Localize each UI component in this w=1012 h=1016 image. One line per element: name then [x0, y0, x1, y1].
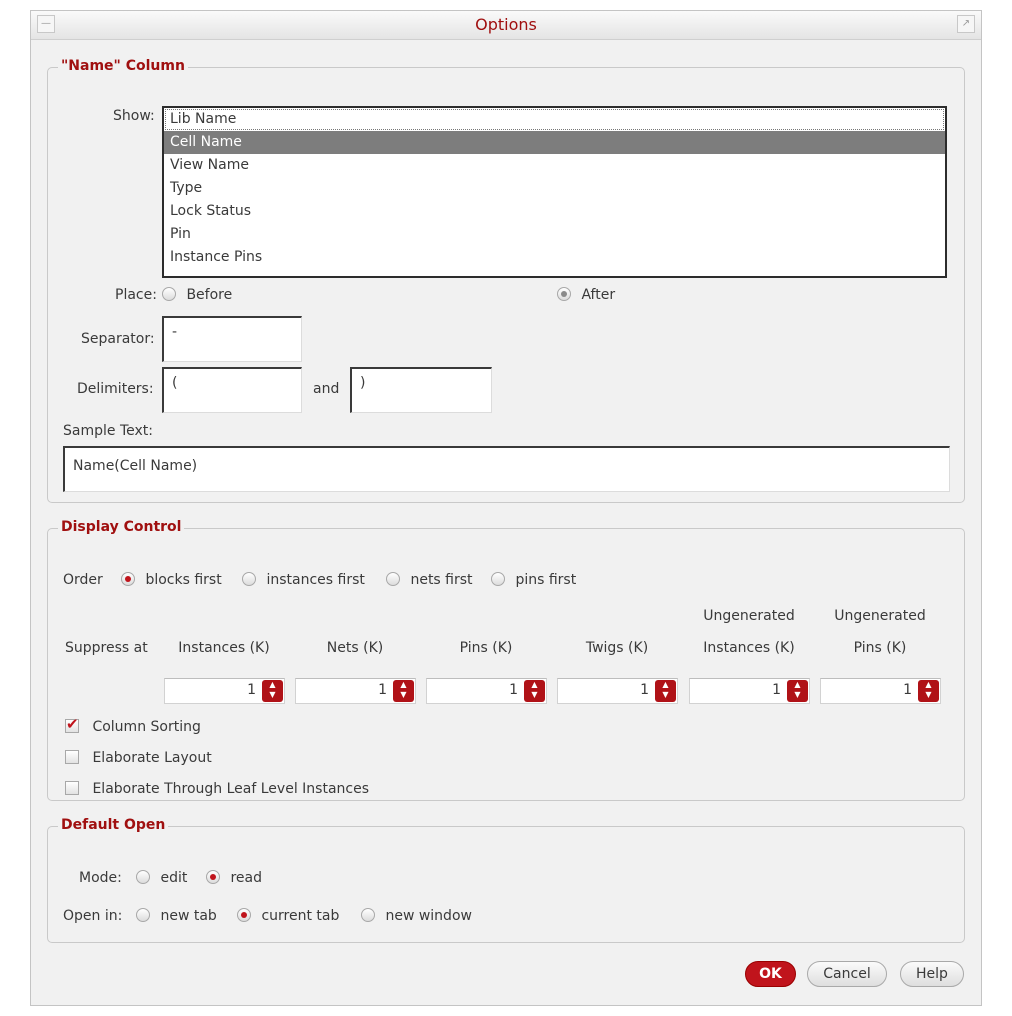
radio-selected-icon[interactable] — [121, 572, 135, 586]
open-in-option-label: new window — [385, 908, 472, 924]
column-sorting-label: Column Sorting — [92, 719, 201, 735]
radio-selected-icon[interactable] — [237, 908, 251, 922]
name-column-legend: "Name" Column — [58, 58, 188, 74]
list-item[interactable]: Lock Status — [170, 203, 251, 219]
maximize-icon[interactable]: ↗ — [957, 15, 975, 33]
ungenerated-instances-spinbox[interactable] — [689, 678, 810, 704]
radio-icon[interactable] — [386, 572, 400, 586]
spinbox-value[interactable]: 1 — [509, 682, 518, 698]
name-column-group — [47, 58, 965, 503]
spin-arrows-icon[interactable]: ▲ ▼ — [655, 680, 676, 702]
list-item-selected[interactable]: Cell Name — [164, 131, 945, 154]
mode-edit-radio[interactable] — [136, 870, 187, 886]
mode-label: Mode: — [79, 870, 122, 886]
elaborate-through-checkbox[interactable] — [65, 781, 369, 797]
place-before-label: Before — [186, 287, 233, 303]
separator-label: Separator: — [81, 331, 155, 347]
default-open-legend: Default Open — [58, 817, 168, 833]
spinbox-value[interactable]: 1 — [378, 682, 387, 698]
spin-arrows-icon[interactable]: ▲ ▼ — [393, 680, 414, 702]
elaborate-through-label: Elaborate Through Leaf Level Instances — [92, 781, 370, 797]
pins-spinbox[interactable] — [426, 678, 547, 704]
spinbox-value[interactable]: 1 — [247, 682, 256, 698]
checkbox-icon[interactable] — [65, 781, 79, 795]
window-title: Options — [475, 15, 537, 34]
spinbox-value[interactable]: 1 — [903, 682, 912, 698]
place-label: Place: — [115, 287, 157, 303]
radio-icon[interactable] — [491, 572, 505, 586]
help-button[interactable]: Help — [900, 961, 964, 987]
order-option-label: blocks first — [145, 572, 222, 588]
display-control-group — [47, 519, 965, 801]
list-item[interactable]: Instance Pins — [170, 249, 263, 265]
open-in-label: Open in: — [63, 908, 123, 924]
radio-selected-icon[interactable] — [206, 870, 220, 884]
spin-arrows-icon[interactable]: ▲ ▼ — [918, 680, 939, 702]
open-in-option-label: new tab — [160, 908, 217, 924]
default-open-group — [47, 817, 965, 943]
list-item[interactable]: View Name — [170, 157, 249, 173]
checkbox-icon[interactable] — [65, 750, 79, 764]
options-dialog — [30, 10, 982, 1006]
and-label: and — [313, 381, 340, 397]
sample-text-label: Sample Text: — [63, 423, 153, 439]
order-label: Order — [63, 572, 103, 588]
column-header: Nets (K) — [326, 640, 384, 656]
order-instances-first-radio[interactable] — [242, 572, 365, 588]
list-item[interactable]: Type — [170, 180, 203, 196]
list-item[interactable]: Lib Name — [164, 108, 945, 131]
spin-arrows-icon[interactable]: ▲ ▼ — [262, 680, 283, 702]
spin-arrows-icon[interactable]: ▲ ▼ — [787, 680, 808, 702]
radio-icon[interactable] — [242, 572, 256, 586]
open-in-current-tab-radio[interactable] — [237, 908, 339, 924]
column-header-line1: Ungenerated — [703, 608, 795, 624]
radio-icon[interactable] — [162, 287, 176, 301]
order-option-label: pins first — [515, 572, 577, 588]
elaborate-layout-label: Elaborate Layout — [92, 750, 212, 766]
order-nets-first-radio[interactable] — [386, 572, 473, 588]
show-label: Show: — [113, 108, 155, 124]
display-control-legend: Display Control — [58, 519, 184, 535]
order-option-label: nets first — [410, 572, 473, 588]
list-item[interactable]: Pin — [170, 226, 191, 242]
open-in-new-window-radio[interactable] — [361, 908, 472, 924]
place-after-label: After — [581, 287, 616, 303]
ungenerated-pins-spinbox[interactable] — [820, 678, 941, 704]
show-listbox[interactable] — [162, 106, 947, 278]
checkbox-checked-icon[interactable] — [65, 719, 79, 733]
spin-arrows-icon[interactable]: ▲ ▼ — [524, 680, 545, 702]
spinbox-value[interactable]: 1 — [640, 682, 649, 698]
suppress-label: Suppress at — [65, 640, 148, 656]
mode-option-label: read — [230, 870, 262, 886]
order-blocks-first-radio[interactable] — [121, 572, 222, 588]
open-in-option-label: current tab — [261, 908, 340, 924]
column-header: Pins (K) — [853, 640, 907, 656]
minimize-icon[interactable]: — — [37, 15, 55, 33]
twigs-spinbox[interactable] — [557, 678, 678, 704]
column-header: Pins (K) — [459, 640, 513, 656]
place-before-radio[interactable] — [162, 287, 232, 303]
cancel-button[interactable]: Cancel — [807, 961, 887, 987]
radio-icon[interactable] — [361, 908, 375, 922]
sample-text-field: Name(Cell Name) — [63, 446, 950, 492]
column-header: Instances (K) — [703, 640, 795, 656]
elaborate-layout-checkbox[interactable] — [65, 750, 212, 766]
column-header: Twigs (K) — [585, 640, 649, 656]
radio-icon[interactable] — [136, 908, 150, 922]
separator-input[interactable]: - — [162, 316, 302, 362]
radio-selected-icon[interactable] — [557, 287, 571, 301]
delimiter-close-input[interactable]: ) — [350, 367, 492, 413]
column-sorting-checkbox[interactable] — [65, 719, 201, 735]
column-header-line1: Ungenerated — [834, 608, 926, 624]
order-pins-first-radio[interactable] — [491, 572, 576, 588]
mode-read-radio[interactable] — [206, 870, 262, 886]
instances-spinbox[interactable] — [164, 678, 285, 704]
column-header: Instances (K) — [178, 640, 270, 656]
order-option-label: instances first — [266, 572, 365, 588]
radio-icon[interactable] — [136, 870, 150, 884]
delimiter-open-input[interactable]: ( — [162, 367, 302, 413]
delimiters-label: Delimiters: — [77, 381, 154, 397]
open-in-new-tab-radio[interactable] — [136, 908, 217, 924]
nets-spinbox[interactable] — [295, 678, 416, 704]
ok-button[interactable]: OK — [745, 961, 796, 987]
place-after-radio[interactable] — [557, 287, 615, 303]
spinbox-value[interactable]: 1 — [772, 682, 781, 698]
title-bar — [31, 11, 981, 40]
mode-option-label: edit — [160, 870, 188, 886]
